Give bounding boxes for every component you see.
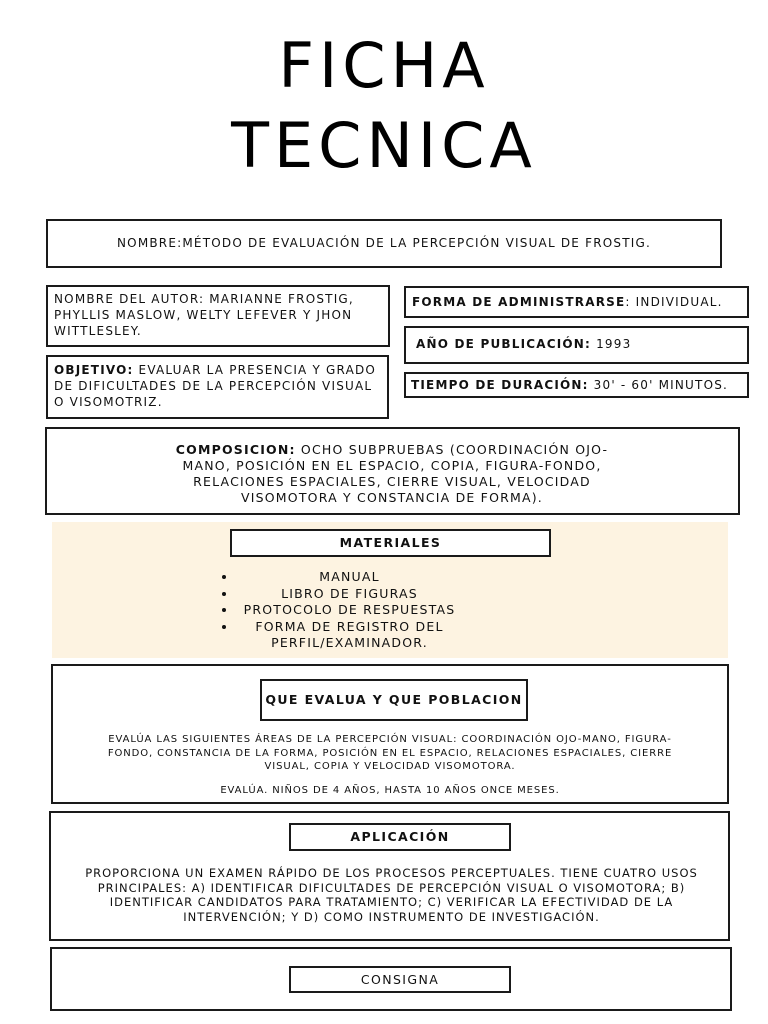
list-item: • MANUAL bbox=[237, 569, 462, 586]
composicion-text: OCHO SUBPRUEBAS (COORDINACIÓN OJO-MANO, POSICIÓN EN EL ESPACIO, COPIA, FIGURA-FONDO, RELACIONES ESPACIALES, CIERRE VISUAL, VELOCIDAD VISOMOTORA Y CONSTANCIA DE FORMA). bbox=[182, 442, 609, 505]
anio-text: 1993 bbox=[591, 337, 632, 351]
objetivo-box bbox=[46, 355, 389, 419]
forma-label: FORMA DE ADMINISTRARSE bbox=[412, 295, 626, 309]
aplicacion-header: APLICACIÓN bbox=[289, 823, 511, 851]
materiales-list bbox=[237, 569, 462, 652]
page-title-line1: FICHA bbox=[278, 29, 490, 102]
consigna-box bbox=[50, 947, 732, 1011]
evalua-paragraph-2: EVALÚA. NIÑOS DE 4 AÑOS, HASTA 10 AÑOS ONCE MESES. bbox=[220, 785, 560, 796]
tiempo-text: 30' - 60' MINUTOS. bbox=[588, 378, 729, 392]
tiempo-label: TIEMPO DE DURACIÓN: bbox=[411, 378, 589, 392]
composicion-box bbox=[45, 427, 740, 515]
materiales-section bbox=[52, 522, 728, 658]
objetivo-text: EVALUAR LA PRESENCIA Y GRADO DE DIFICULTADES DE LA PERCEPCIÓN VISUAL O VISOMOTRIZ. bbox=[54, 363, 377, 409]
evalua-header: QUE EVALUA Y QUE POBLACION bbox=[260, 679, 528, 721]
evalua-box bbox=[51, 664, 729, 804]
composicion-paragraph bbox=[157, 442, 627, 506]
autor-box bbox=[46, 285, 390, 347]
list-item: • PROTOCOLO DE RESPUESTAS bbox=[237, 602, 462, 619]
forma-box bbox=[404, 286, 749, 318]
consigna-header: CONSIGNA bbox=[289, 966, 511, 993]
nombre-box bbox=[46, 219, 722, 268]
anio-box bbox=[404, 326, 749, 364]
list-item: • FORMA DE REGISTRO DEL PERFIL/EXAMINADOR. bbox=[237, 619, 462, 652]
anio-label: AÑO DE PUBLICACIÓN: bbox=[416, 337, 592, 351]
evalua-paragraph-1: EVALÚA LAS SIGUIENTES ÁREAS DE LA PERCEPCIÓN VISUAL: COORDINACIÓN OJO-MANO, FIGURA-FONDO, CONSTANCIA DE LA FORMA, POSICIÓN EN EL ESPACIO, RELACIONES ESPACIALES, CIERRE VISUAL, COPIA Y VELOCIDAD VISOMOTORA. bbox=[107, 734, 673, 772]
objetivo-label: OBJETIVO: bbox=[54, 363, 134, 377]
aplicacion-text: PROPORCIONA UN EXAMEN RÁPIDO DE LOS PROCESOS PERCEPTUALES. TIENE CUATRO USOS PRINCIPALES: A) IDENTIFICAR DIFICULTADES DE PERCEPCIÓN VISUAL O VISOMOTORA; B) IDENTIFICAR CANDIDATOS PARA TRATAMIENTO; C) VERIFICAR LA EFECTIVIDAD DE LA INTERVENCIÓN; Y D) COMO INSTRUMENTO DE INVESTIGACIÓN. bbox=[85, 866, 698, 924]
composicion-label: COMPOSICION: bbox=[175, 442, 296, 457]
list-item: • LIBRO DE FIGURAS bbox=[237, 586, 462, 603]
autor-text: NOMBRE DEL AUTOR: MARIANNE FROSTIG, PHYLLIS MASLOW, WELTY LEFEVER Y JHON WITTLESLEY. bbox=[54, 292, 354, 338]
forma-text: : INDIVIDUAL. bbox=[625, 295, 723, 309]
aplicacion-box bbox=[49, 811, 730, 941]
page-title-line2: TECNICA bbox=[231, 109, 537, 182]
materiales-header: MATERIALES bbox=[230, 529, 551, 557]
nombre-text: NOMBRE:MÉTODO DE EVALUACIÓN DE LA PERCEPCIÓN VISUAL DE FROSTIG. bbox=[117, 236, 651, 250]
tiempo-box bbox=[404, 372, 749, 398]
